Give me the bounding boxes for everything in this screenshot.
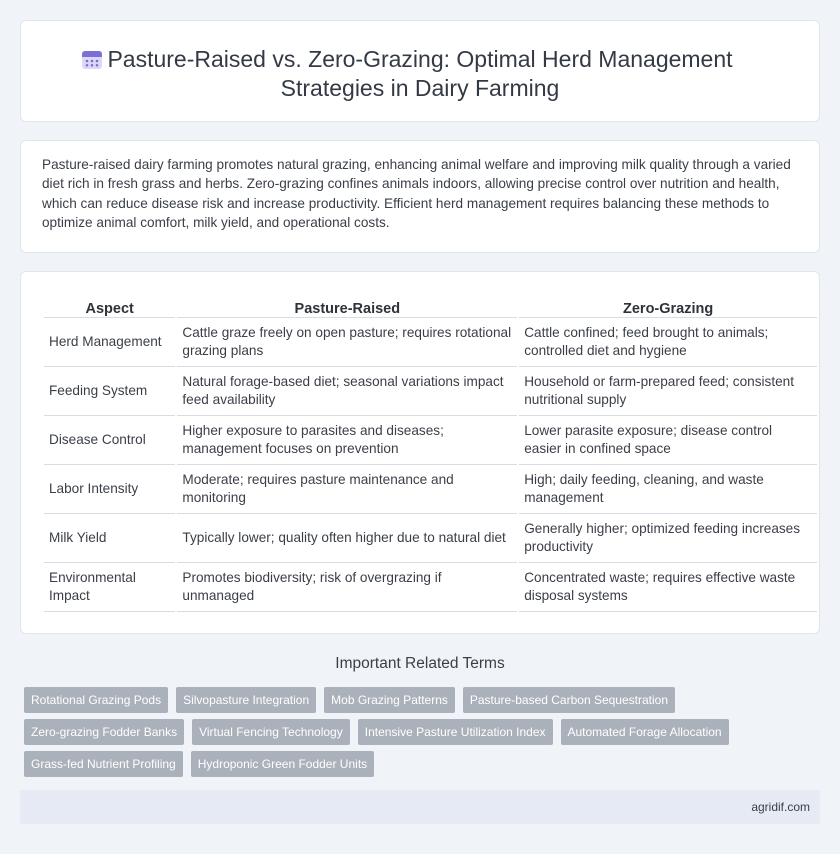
intro-card bbox=[20, 140, 820, 253]
tag-silvopasture-integration[interactable]: Silvopasture Integration bbox=[176, 687, 316, 713]
table-row bbox=[44, 318, 817, 367]
table-row bbox=[44, 416, 817, 465]
comparison-table bbox=[42, 296, 819, 612]
tag-rotational-grazing-pods[interactable]: Rotational Grazing Pods bbox=[24, 687, 168, 713]
cell-aspect: Labor Intensity bbox=[44, 465, 175, 514]
cell-pasture-raised: Typically lower; quality often higher due to natural diet bbox=[177, 514, 517, 563]
cell-aspect: Feeding System bbox=[44, 367, 175, 416]
intro-paragraph: Pasture-raised dairy farming promotes natural grazing, enhancing animal welfare and improving milk quality through a varied diet rich in fresh grass and herbs. Zero-grazing confines animals indoors, allowing precise control over nutrition and health, which can reduce disease risk and increase productivity. Efficient herd management requires balancing these methods to optimize animal comfort, milk yield, and operational costs. bbox=[42, 157, 791, 230]
cell-pasture-raised: Cattle graze freely on open pasture; requires rotational grazing plans bbox=[177, 318, 517, 367]
tag-hydroponic-green-fodder-units[interactable]: Hydroponic Green Fodder Units bbox=[191, 751, 374, 777]
tag-mob-grazing-patterns[interactable]: Mob Grazing Patterns bbox=[324, 687, 455, 713]
cell-zero-grazing: Generally higher; optimized feeding increases productivity bbox=[519, 514, 817, 563]
tag-grass-fed-nutrient-profiling[interactable]: Grass-fed Nutrient Profiling bbox=[24, 751, 183, 777]
table-header-row bbox=[44, 296, 817, 318]
cell-zero-grazing: High; daily feeding, cleaning, and waste management bbox=[519, 465, 817, 514]
tag-row bbox=[24, 751, 744, 777]
cell-zero-grazing: Concentrated waste; requires effective waste disposal systems bbox=[519, 563, 817, 612]
table-row bbox=[44, 563, 817, 612]
tag-intensive-pasture-utilization-index[interactable]: Intensive Pasture Utilization Index bbox=[358, 719, 553, 745]
cell-pasture-raised: Natural forage-based diet; seasonal variations impact feed availability bbox=[177, 367, 517, 416]
related-terms-heading: Important Related Terms bbox=[335, 655, 505, 672]
tag-zero-grazing-fodder-banks[interactable]: Zero-grazing Fodder Banks bbox=[24, 719, 184, 745]
header-pasture-raised: Pasture-Raised bbox=[177, 296, 517, 318]
page-title: Pasture-Raised vs. Zero-Grazing: Optimal Herd Management Strategies in Dairy Farming bbox=[107, 46, 733, 101]
cell-zero-grazing: Lower parasite exposure; disease control easier in confined space bbox=[519, 416, 817, 465]
header-zero-grazing: Zero-Grazing bbox=[519, 296, 817, 318]
table-row bbox=[44, 514, 817, 563]
cell-zero-grazing: Household or farm-prepared feed; consistent nutritional supply bbox=[519, 367, 817, 416]
table-row bbox=[44, 465, 817, 514]
table-row bbox=[44, 367, 817, 416]
tag-pasture-carbon-sequestration[interactable]: Pasture-based Carbon Sequestration bbox=[463, 687, 675, 713]
cell-aspect: Disease Control bbox=[44, 416, 175, 465]
cell-zero-grazing: Cattle confined; feed brought to animals; controlled diet and hygiene bbox=[519, 318, 817, 367]
cell-aspect: Environmental Impact bbox=[44, 563, 175, 612]
tag-row bbox=[24, 687, 744, 713]
tag-row bbox=[24, 719, 744, 745]
tag-automated-forage-allocation[interactable]: Automated Forage Allocation bbox=[561, 719, 729, 745]
header-aspect: Aspect bbox=[44, 296, 175, 318]
footer-site-link[interactable]: agridif.com bbox=[751, 800, 810, 814]
cell-aspect: Milk Yield bbox=[44, 514, 175, 563]
cell-pasture-raised: Moderate; requires pasture maintenance and monitoring bbox=[177, 465, 517, 514]
related-terms-list bbox=[24, 687, 744, 783]
cell-pasture-raised: Promotes biodiversity; risk of overgrazing if unmanaged bbox=[177, 563, 517, 612]
comparison-card bbox=[20, 271, 820, 634]
title-card bbox=[20, 20, 820, 122]
tag-virtual-fencing-technology[interactable]: Virtual Fencing Technology bbox=[192, 719, 350, 745]
cell-pasture-raised: Higher exposure to parasites and diseases; management focuses on prevention bbox=[177, 416, 517, 465]
cell-aspect: Herd Management bbox=[44, 318, 175, 367]
footer bbox=[20, 790, 820, 824]
